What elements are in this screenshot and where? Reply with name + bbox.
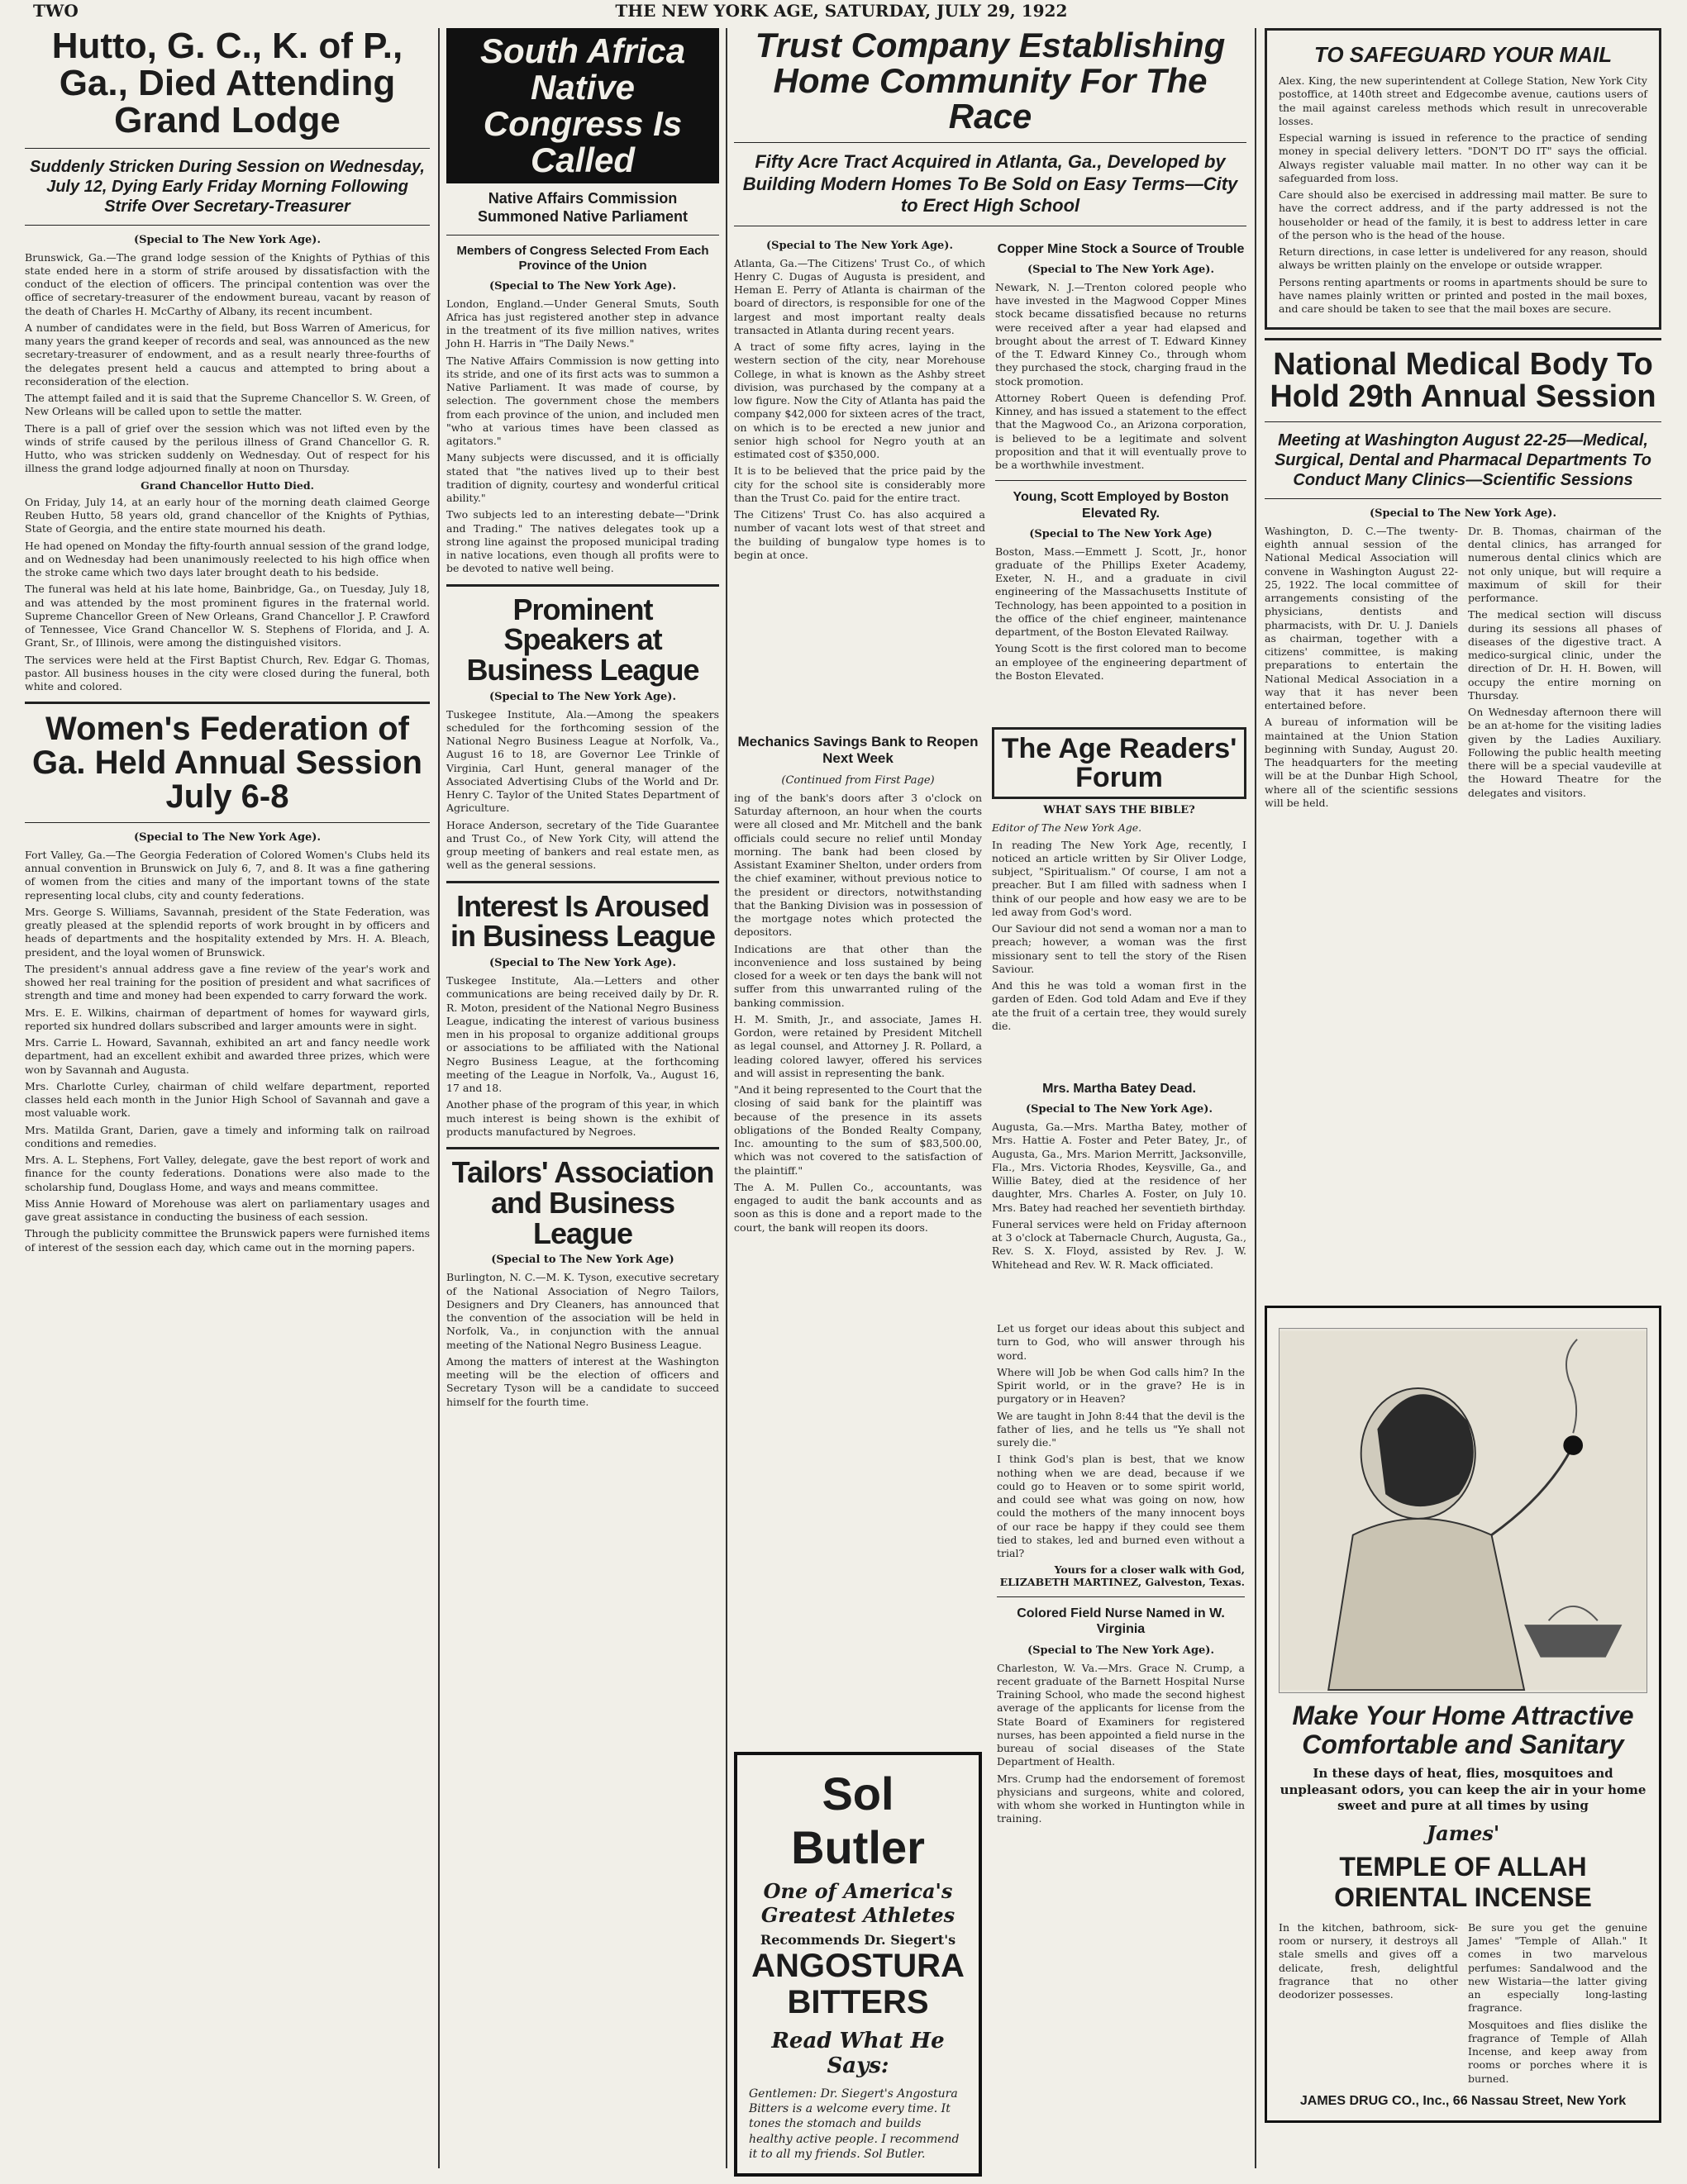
dateline: (Special to The New York Age).	[1027, 1644, 1214, 1657]
federation-headline: Women's Federation of Ga. Held Annual Session July 6-8	[32, 711, 422, 815]
paragraph: Tuskegee Institute, Ala.—Letters and other communications are being received daily by Dr. R. R. Moton, president of the National Negro Business League, indicating the interest of various business men in his proposal to organize additional groups or associations to be affiliated with the National Negro Business League, at the forthcoming meeting of the League in Norfolk, Va., August 16, 17 and 18.	[446, 974, 719, 1095]
ad-title: Sol Butler	[791, 1768, 925, 1873]
divider	[25, 822, 430, 823]
paragraph: The Citizens' Trust Co. has also acquired a number of vacant lots west of that street and the building of bungalow type homes is to begin at once.	[734, 508, 985, 561]
medical-col-a	[1265, 525, 1458, 810]
paragraph: Mrs. George S. Williams, Savannah, president of the State Federation, was greatly pleased at the splendid reports of work brought in by officers and heads of departments and the hospitality extended by Mrs. H. A. Bleach, president, and the loyal women of Brunswick.	[25, 905, 430, 959]
paragraph: And this he was told a woman first in the garden of Eden. God told Adam and Eve if they ate the fruit of a certain tree, they would surely die.	[992, 979, 1246, 1032]
readers-forum	[992, 727, 1246, 1033]
paragraph: Our Saviour did not send a woman nor a man to preach; however, a woman was the first missionary sent to tell the story of the Risen Saviour.	[992, 922, 1246, 975]
divider	[446, 881, 719, 883]
womens-federation-article	[25, 712, 430, 1254]
ad-quote: Gentlemen: Dr. Siegert's Angostura Bitters is a welcome every time. It tones the stomach and builds healthy active people. I recommend it to all my friends. Sol Butler.	[749, 2087, 960, 2161]
paragraph: On Wednesday afternoon there will be an at-home for the visiting ladies given by the Ladies Auxiliary. Following the public health meeting there will be a special vaudeville at the Howard Theatre for the delegates and visitors.	[1468, 706, 1661, 799]
south-africa-article	[446, 28, 719, 576]
paragraph: Be sure you get the genuine James' "Temple of Allah." It comes in two marvelous perfumes: Sandalwood and the new Wistaria—the latter giving an especially long-lasting fragrance.	[1468, 1920, 1647, 2015]
paragraph: A number of candidates were in the field, but Boss Warren of Americus, for many years the grand keeper of records and seal, was announced as the new secretary-treasurer of endowment, and as a result nearly three-fourths of the delegates present held a caucus and attempted to bring about a reconsideration of the election.	[25, 321, 430, 388]
batey-headline: Mrs. Martha Batey Dead.	[1042, 1082, 1196, 1096]
paragraph: Mrs. E. E. Wilkins, chairman of department of homes for wayward girls, reported six hundred dollars subscribed and larger amounts were in sight.	[25, 1006, 430, 1032]
paragraph: The funeral was held at his late home, Bainbridge, Ga., on Tuesday, July 18, and was attended by the most prominent figures in the fraternal world. Supreme Chancellor Green of New Orleans, Grand Chancellor J. P. Crawford of Tennessee, Vice Grand Chancellor W. S. Stephens of Florida, and J. A. Grant, Sr., of Illinois, were among the distinguished visitors.	[25, 583, 430, 649]
paragraph: We are taught in John 8:44 that the devil is the father of lies, and he tells us "Ye shall not surely die."	[997, 1409, 1245, 1449]
divider	[734, 142, 1246, 143]
dateline: (Special to The New York Age).	[1027, 263, 1214, 276]
dateline: (Special to The New York Age).	[489, 957, 676, 970]
paragraph: Alex. King, the new superintendent at College Station, New York City postoffice, at 140th street and Edgecombe avenue, cautions users of the mail against careless methods which result in unrecoverable losses.	[1279, 74, 1647, 127]
mechanics-bank-article	[734, 734, 982, 1235]
paragraph: In the kitchen, bathroom, sick-room or nursery, it destroys all stale smells and gives off a delicate, fresh, delightful fragrance that no other deodorizer possesses.	[1279, 1920, 1458, 2001]
incense-ad	[1265, 1306, 1661, 2123]
masthead	[0, 0, 1687, 21]
paragraph: Funeral services were held on Friday afternoon at 3 o'clock at Tabernacle Church, Augusta, Ga., Rev. S. X. Floyd, assisted by Rev. J. W. Whitehead and Rev. W. R. Mack officiated.	[992, 1217, 1246, 1271]
paragraph: He had opened on Monday the fifty-fourth annual session of the grand lodge, and on Wednesday had been unanimously reelected to his high office when the stroke came which two days later brought death to his bedside.	[25, 539, 430, 579]
ad-recommend: Recommends Dr. Siegert's	[760, 1932, 956, 1948]
paragraph: H. M. Smith, Jr., and associate, James H. Gordon, were retained by President Mitchell as legal counsel, and Attorney J. R. Pollard, a leading colored lawyer, offered his services and will assist in representing the bank.	[734, 1012, 982, 1079]
dateline: (Special to The New York Age).	[134, 233, 321, 246]
paragraph: London, England.—Under General Smuts, South Africa has just registered another step in advance in the treatment of its five million natives, writes John H. Harris in "The Daily News."	[446, 297, 719, 350]
south-africa-subdeck: Members of Congress Selected From Each Province of the Union	[456, 243, 709, 273]
trust-columns	[734, 235, 1246, 683]
incense-brand: TEMPLE OF ALLAH ORIENTAL INCENSE	[1334, 1851, 1592, 1912]
column-1	[25, 28, 430, 1254]
forum-headline: The Age Readers' Forum	[1001, 733, 1237, 793]
column-rule	[726, 28, 727, 2168]
column-rule	[438, 28, 440, 2168]
ad-read: Read What He Says:	[771, 2029, 945, 2078]
batey-article	[992, 1081, 1246, 1272]
paragraph: Mrs. A. L. Stephens, Fort Valley, delegate, gave the best report of work and finance for the county federations. Donations were also made to the scholarship fund, Douglass Home, and ways and means committee.	[25, 1154, 430, 1193]
hutto-headline: Hutto, G. C., K. of P., Ga., Died Attending Grand Lodge	[51, 26, 403, 140]
paragraph: Burlington, N. C.—M. K. Tyson, executive secretary of the National Association of Negro Tailors, Designers and Dry Cleaners, has announced that the convention of the association will be held in Norfolk, Va., in conjunction with the annual meeting of the National Negro Business League.	[446, 1271, 719, 1351]
mail-box	[1265, 28, 1661, 330]
column-2	[446, 28, 719, 1409]
column-6	[1265, 28, 1661, 810]
dateline: (Special to The New York Age)	[491, 1254, 674, 1267]
paragraph: Persons renting apartments or rooms in apartments should be sure to have names plainly written or printed and posted in the mail boxes, and care should be taken to see that the mail boxes are secure.	[1279, 275, 1647, 316]
incense-columns	[1279, 1921, 1647, 2086]
paragraph: Let us forget our ideas about this subject and turn to God, who will answer through his word.	[997, 1322, 1245, 1362]
paragraph: Mrs. Carrie L. Howard, Savannah, exhibited an art and fancy needle work department, had an excellent exhibit and awarded three prizes, which were won by Savannah and Augusta.	[25, 1036, 430, 1076]
paragraph: I think God's plan is best, that we know nothing when we are dead, because if we could go to Heaven or to some spirit world, and could see what was going on now, how could the mothers of the many innocent boys of our race be happy if they could see them tied to stakes, led and burned even without a trial?	[997, 1453, 1245, 1559]
divider	[1265, 338, 1661, 340]
paragraph: The A. M. Pullen Co., accountants, was engaged to audit the bank accounts and as soon as this is done and a report made to the court, the bank will reopen its doors.	[734, 1180, 982, 1234]
paragraph: The Native Affairs Commission is now getting into its stride, and one of its first acts was to summon a Native Parliament. It was made of course, by selection. The government chose the members from each province of the union, and included men "who at various times have been classed as agitators."	[446, 354, 719, 448]
forum-title-box	[992, 727, 1246, 799]
dateline: (Special to The New York Age).	[134, 830, 321, 844]
divider	[1265, 498, 1661, 499]
medical-deck: Meeting at Washington August 22-25—Medical, Surgical, Dental and Pharmacal Departments To Conduct Many Clinics—Scientific Sessions	[1274, 431, 1652, 489]
divider	[25, 702, 430, 704]
medical-headline: National Medical Body To Hold 29th Annual Session	[1270, 347, 1656, 415]
paragraph: Especial warning is issued in reference to the practice of sending money in special delivery letters. "DON'T DO IT" says the official. Always register valuable mail matter. In no other way can it be safeguarded from loss.	[1279, 131, 1647, 184]
paragraph: Charleston, W. Va.—Mrs. Grace N. Crump, a recent graduate of the Barnett Hospital Nurse Training School, who made the second highest average of the applicants for license from the State Board of Examiners for registered nurses, has been appointed a field nurse in the bureau of social diseases of the State Department of Health.	[997, 1661, 1245, 1768]
paragraph: It is to be believed that the price paid by the city for the school site is considerably more than the Trust Co. paid for the entire tract.	[734, 464, 985, 504]
paragraph: Return directions, in case letter is undelivered for any reason, should always be written plainly on the envelope or outside wrapper.	[1279, 245, 1647, 272]
forum-subhead: WHAT SAYS THE BIBLE?	[1043, 804, 1195, 817]
incense-col-b	[1468, 1921, 1647, 2086]
paragraph: Augusta, Ga.—Mrs. Martha Batey, mother of Mrs. Hattie A. Foster and Peter Batey, Jr., of Augusta, Ga., Mrs. Marion Merritt, Jacksonville, Fla., Mrs. Victoria Rhodes, Keysville, Ga., and Willie Batey, died at the residence of her daughter, Mrs. Charles A. Foster, on July 10. Mrs. Batey had reached her seventieth birthday.	[992, 1121, 1246, 1214]
continued-note: (Continued from First Page)	[781, 773, 935, 787]
south-africa-deck: Native Affairs Commission Summoned Native Parliament	[477, 190, 689, 225]
ad-subtitle: One of America's Greatest Athletes	[760, 1879, 955, 1927]
trust-text	[734, 235, 985, 683]
medical-article	[1265, 349, 1661, 810]
incense-tagline: In these days of heat, flies, mosquitoes and unpleasant odors, you can keep the air in your home sweet and pure at all times by using	[1280, 1766, 1646, 1814]
dateline: (Special to The New York Age).	[1370, 507, 1556, 520]
paragraph: Brunswick, Ga.—The grand lodge session of the Knights of Pythias of this state ended here in a storm of strife aroused by dissatisfaction with the conduct of the election of officers. The principal contention was over the office of secretary-treasurer of the endowment bureau, vacant by reason of the death of Charles H. McCarthy of Albany, its recent incumbent.	[25, 250, 430, 317]
paragraph: Two subjects led to an interesting debate—"Drink and Trading." The natives delegates took up a strong line against the proposed municipal trading in native locations, even though all profits were to be devoted to native well being.	[446, 508, 719, 575]
paragraph: The medical section will discuss during its sessions all phases of diseases of the digestive tract. A medico-surgical clinic, under the direction of Dr. H. H. Bowen, will occupy the entire morning on Thursday.	[1468, 608, 1661, 702]
mail-headline: TO SAFEGUARD YOUR MAIL	[1313, 42, 1613, 67]
interest-headline: Interest Is Aroused in Business League	[450, 888, 716, 954]
divider	[997, 1596, 1245, 1597]
hutto-deck: Suddenly Stricken During Session on Wednesday, July 12, Dying Early Friday Morning Following Strife Over Secretary-Treasurer	[30, 157, 425, 216]
incense-brand-small: James'	[1426, 1820, 1500, 1845]
trust-headline: Trust Company Establishing Home Community For The Race	[755, 26, 1226, 136]
hutto-article	[25, 28, 430, 693]
paragraph: Mrs. Matilda Grant, Darien, gave a timely and informing talk on railroad conditions and remedies.	[25, 1123, 430, 1149]
speakers-headline: Prominent Speakers at Business League	[466, 592, 699, 687]
paragraph: Another phase of the program of this year, in which much interest is being shown is the exhibit of products manufactured by Negroes.	[446, 1098, 719, 1138]
paper-title: THE NEW YORK AGE, SATURDAY, JULY 29, 1922	[615, 1, 1068, 21]
paragraph: Newark, N. J.—Trenton colored people who have invested in the Magwood Copper Mines stock became dissatisfied because no returns were received after a year had elapsed and brought about the arrest of T. Edward Kinney of the T. Edward Kinney Co., through whom they purchased the stock, charging fraud in the stock promotion.	[995, 280, 1246, 388]
dateline: (Special to The New York Age).	[489, 279, 676, 293]
paragraph: Many subjects were discussed, and it is officially stated that "the natives lived up to their best tradition of dignity, courtesy and wonderful critical ability."	[446, 451, 719, 505]
young-scott-headline: Young, Scott Employed by Boston Elevated Ry.	[1013, 490, 1229, 521]
column-4-lower	[992, 1074, 1246, 1272]
south-africa-headline: South Africa Native Congress Is Called	[446, 28, 719, 183]
paragraph: Horace Anderson, secretary of the Tide Guarantee and Trust Co., of New York City, will attend the group meeting of bankers and real estate men, as well as the general sessions.	[446, 818, 719, 872]
paragraph: Atlanta, Ga.—The Citizens' Trust Co., of which Henry C. Dugas of Augusta is president, and Heman E. Perry of Atlanta is chairman of the board of directors, is responsible for one of the largest and most important realty deals transacted in Atlanta during recent years.	[734, 256, 985, 336]
medical-col-b	[1468, 525, 1661, 810]
paragraph: A bureau of information will be maintained at the Union Station beginning with Sunday, August 20. The headquarters for the meeting will be at the Dunbar High School, where all of the scientific sessions will be held.	[1265, 716, 1458, 809]
medical-columns	[1265, 525, 1661, 810]
divider	[995, 480, 1246, 481]
paragraph: Washington, D. C.—The twenty-eighth annual session of the National Medical Association will convene in Washington August 22-25, 1922. The local committee of arrangements consisting of the physicians, dentists and pharmacists, with Dr. U. J. Daniels as chairman, together with a citizens' committee, is making preparations to entertain the National Medical Association in a way that it has never been entertained before.	[1265, 524, 1458, 712]
paragraph: On Friday, July 14, at an early hour of the morning death claimed George Reuben Hutto, 58 years old, grand chancellor of the Knights of Pythias, State of Georgia, and the entire state mourned his death.	[25, 495, 430, 535]
paragraph: The president's annual address gave a fine review of the year's work and showed her real training for the position of president and what sacrifices of strength and time and money had been expended to carry forward the work.	[25, 962, 430, 1002]
paragraph: ing of the bank's doors after 3 o'clock on Saturday afternoon, an hour when the courts were all closed and Mr. Mitchell and the bank officials could secure no relief until Monday morning. The bank had been closed by Assistant Examiner Shelton, under orders from the chief examiner, without previous notice to the president or directors, notwithstanding that the Banking Division was in possession of the mortgage notes which protected the depositors.	[734, 791, 982, 939]
divider	[25, 225, 430, 226]
signature: Yours for a closer walk with God, ELIZABETH MARTINEZ, Galveston, Texas.	[999, 1563, 1245, 1589]
paragraph: The services were held at the First Baptist Church, Rev. Edgar G. Thomas, pastor. All business houses in the city were closed during the funeral, both white and colored.	[25, 653, 430, 693]
paragraph: Through the publicity committee the Brunswick papers were furnished items of interest of the session each day, which came out in the morning papers.	[25, 1227, 430, 1254]
column-5-continued	[997, 1322, 1245, 1826]
paragraph: In reading The New York Age, recently, I noticed an article written by Sir Oliver Lodge, subject, "Spiritualism." Of course, I am not a preacher. But I am filled with sadness when I think of our people and how easy we are to be led away from God's word.	[992, 838, 1246, 918]
speakers-article	[446, 592, 719, 873]
ad-frame	[734, 1752, 982, 2177]
paragraph: Fort Valley, Ga.—The Georgia Federation of Colored Women's Clubs held its annual convention in Brunswick on July 6, 7, and 8. It was a fine gathering of women from the cities and many of the important towns of the state representing local clubs, city and county federations.	[25, 848, 430, 902]
divider	[25, 148, 430, 149]
incense-footer: JAMES DRUG CO., Inc., 66 Nassau Street, New York	[1299, 2093, 1627, 2108]
paragraph: The attempt failed and it is said that the Supreme Chancellor S. W. Green, of New Orleans will be called upon to settle the matter.	[25, 392, 430, 418]
page-number: TWO	[33, 1, 79, 21]
tailors-headline: Tailors' Association and Business League	[451, 1155, 714, 1250]
incense-headline: Make Your Home Attractive Comfortable and Sanitary	[1292, 1701, 1634, 1760]
paragraph: Mrs. Charlotte Curley, chairman of child welfare department, reported classes held each month in the Junior High School of Savannah and gave a most valuable work.	[25, 1079, 430, 1120]
paragraph: Where will Job be when God calls him? In the Spirit world, or in the grave? He is in purgatory or in Heaven?	[997, 1365, 1245, 1406]
divider	[1265, 421, 1661, 422]
column-3	[734, 727, 982, 1235]
divider	[446, 235, 719, 236]
salutation: Editor of The New York Age.	[992, 821, 1142, 835]
incense-col-a	[1279, 1921, 1458, 2086]
column-rule	[1255, 28, 1256, 2168]
paragraph: Young Scott is the first colored man to become an employee of the engineering department of the Boston Elevated.	[995, 642, 1246, 682]
paragraph: "And it being represented to the Court that the closing of said bank for the plaintiff was because of the presence in its assets obligations of the Bonded Realty Company, Inc. amounting to the sum of $83,500.00, which was not covered to the satisfaction of the plaintiff."	[734, 1083, 982, 1177]
interest-article	[446, 888, 719, 1139]
paragraph: A tract of some fifty acres, laying in the western section of the city, near Morehouse College, in what is known as the Ashby street division, was purchased by the company at a low figure. Now the City of Atlanta has paid the company $42,000 for sixteen acres of the tract, on which is to be erected a new junior and senior high school for Negro youth at an estimated cost of $350,000.	[734, 340, 985, 461]
paragraph: Miss Annie Howard of Morehouse was alert on parliamentary usages and gave great assistance in conducting the business of each session.	[25, 1197, 430, 1224]
paragraph: Dr. B. Thomas, chairman of the dental clinics, has arranged for numerous dental clinics which are not only unique, but will require a maximum of skill for their performance.	[1468, 524, 1661, 605]
bank-headline: Mechanics Savings Bank to Reopen Next Week	[737, 734, 979, 767]
incense-illustration	[1279, 1328, 1647, 1693]
trust-deck: Fifty Acre Tract Acquired in Atlanta, Ga., Developed by Building Modern Homes To Be Sold on Easy Terms—City to Erect High School	[742, 151, 1238, 216]
copper-young-stack	[995, 235, 1246, 683]
paragraph: Tuskegee Institute, Ala.—Among the speakers scheduled for the forthcoming session of the National Negro Business League at Norfolk, Va., August 16 to 18, are Governor Lee Trinkle of Virginia, Carl Hunt, general manager of the Associated Advertising Clubs of the World and Dr. Henry C. Taylor of the United States Department of Agriculture.	[446, 707, 719, 815]
dateline: (Special to The New York Age)	[1029, 527, 1213, 540]
copper-headline: Copper Mine Stock a Source of Trouble	[997, 241, 1245, 256]
incense-woman-image	[1280, 1329, 1646, 1692]
divider	[446, 584, 719, 587]
divider	[446, 1147, 719, 1149]
paragraph: Attorney Robert Queen is defending Prof. Kinney, and has issued a statement to the effect that the Magwood Co., an Arizona corporation, is believed to be a legitimate and solvent proposition and that it will eventually prove to be a worthwhile investment.	[995, 391, 1246, 472]
ad-brand: ANGOSTURA BITTERS	[751, 1948, 965, 2020]
dateline: (Special to The New York Age).	[766, 239, 953, 252]
paragraph: There is a pall of grief over the session which was not lifted even by the winds of strife caused by the perilous illness of Grand Chancellor G. R. Hutto, who was stricken suddenly on Wednesday. Out of respect for his illness the grand lodge adjourned finally at noon on Thursday.	[25, 421, 430, 475]
incense-frame	[1265, 1306, 1661, 2123]
paragraph: Boston, Mass.—Emmett J. Scott, Jr., honor graduate of the Phillips Exeter Academy, Exeter, N. H., and a graduate in civil engineering of the Massachusetts Institute of Technology, has been appointed to a position in the office of the chief engineer, maintenance department, of the Boston Elevated Railway.	[995, 545, 1246, 639]
paragraph: Indications are that other than the inconvenience and loss sustained by being closed for a week or ten days the bank will not suffer from this unwarranted ruling of the banking commission.	[734, 942, 982, 1009]
tailors-article	[446, 1155, 719, 1409]
trust-company-article	[734, 28, 1246, 683]
column-3-4-top	[734, 28, 1246, 683]
sol-butler-ad	[734, 1752, 982, 2177]
dateline: (Special to The New York Age).	[489, 690, 676, 703]
paragraph: Mosquitoes and flies dislike the fragrance of Temple of Allah Incense, and keep away from rooms or porches where it is burned.	[1468, 2018, 1647, 2085]
paragraph: Care should also be exercised in addressing mail matter. Be sure to have the correct address, and if the party addressed is not the householder or head of the family, it is best to address letter in care of the person who is the head of the house.	[1279, 188, 1647, 241]
nurse-headline: Colored Field Nurse Named in W. Virginia	[1017, 1606, 1225, 1637]
subhead: Grand Chancellor Hutto Died.	[141, 478, 314, 492]
paragraph: Among the matters of interest at the Washington meeting will be the election of officers and Secretary Tyson will be a candidate to succeed himself for the fourth time.	[446, 1354, 719, 1408]
column-5	[992, 727, 1246, 1033]
dateline: (Special to The New York Age).	[1026, 1103, 1213, 1116]
paragraph: Mrs. Crump had the endorsement of foremost physicians and surgeons, white and colored, with whom she worked in Huntington while in training.	[997, 1772, 1245, 1825]
